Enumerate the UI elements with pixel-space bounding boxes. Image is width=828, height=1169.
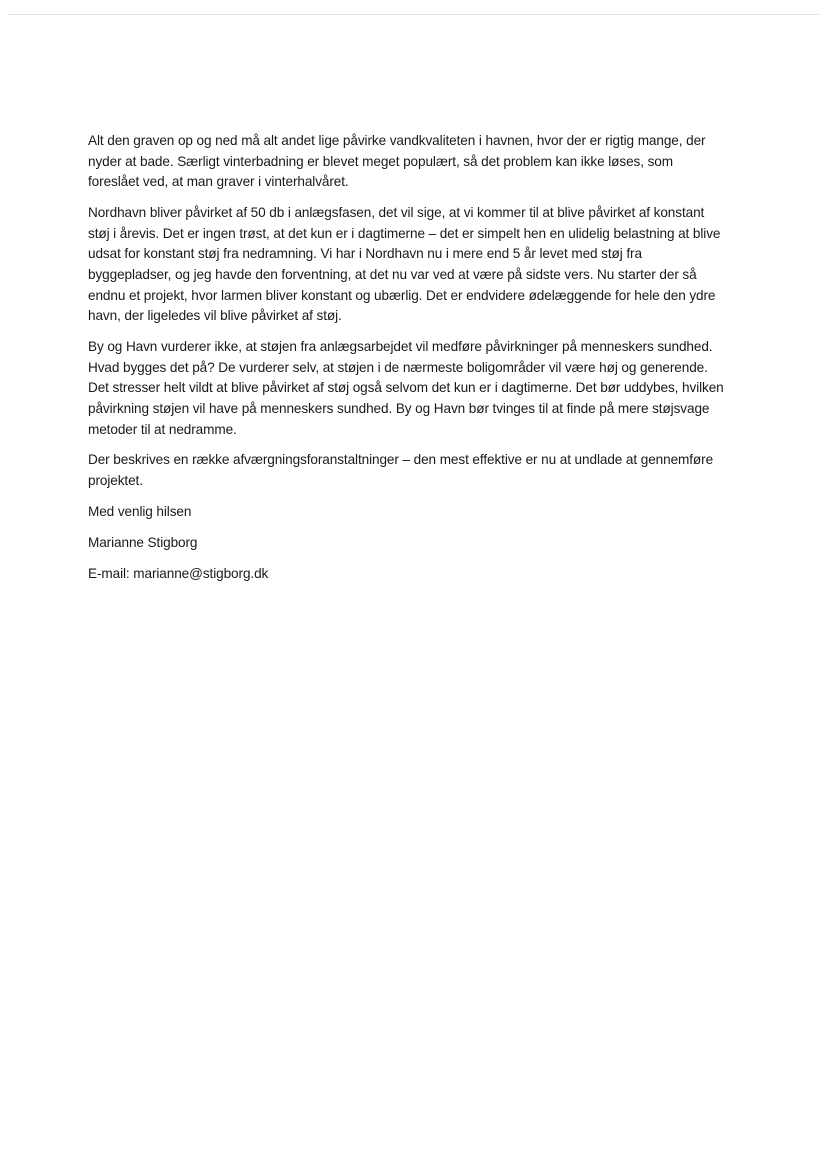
email-line: E-mail: marianne@stigborg.dk bbox=[88, 566, 269, 582]
paragraph-noise-nordhavn: Nordhavn bliver påvirket af 50 db i anlægsfasen, det vil sige, at vi kommer til at blive påvirket af konstant støj i årevis. Det er ingen trøst, at det kun er i dagtimerne – det er simpelt hen en ulidelig belastning at blive udsat for konstant støj fra nedramning. Vi har i Nordhavn nu i mere end 5 år levet med støj fra byggepladser, og jeg havde den forventning, at det nu var ved at være på sidste vers. Nu starter der så endnu et projekt, hvor larmen bliver konstant og ubærlig. Det er endvidere ødelæggende for hele den ydre havn, der ligeledes vil blive påvirket af støj. bbox=[88, 205, 721, 324]
paragraph-health-impact: By og Havn vurderer ikke, at støjen fra anlægsarbejdet vil medføre påvirkninger på menneskers sundhed. Hvad bygges det på? De vurderer selv, at støjen i de nærmeste boligområder vil være høj og generende. Det stresser helt vildt at blive påvirket af støj også selvom det kun er i dagtimerne. Det bør uddybes, hvilken påvirkning støjen vil have på menneskers sundhed. By og Havn bør tvinges til at finde på mere støjsvage metoder til at nedramme. bbox=[88, 339, 724, 437]
signature-name: Marianne Stigborg bbox=[88, 535, 198, 551]
letter-body bbox=[88, 131, 758, 595]
paragraph-water-quality: Alt den graven op og ned må alt andet lige påvirke vandkvaliteten i havnen, hvor der er rigtig mange, der nyder at bade. Særligt vinterbadning er blevet meget populært, så det problem kan ikke løses, som foreslået ved, at man graver i vinterhalvåret. bbox=[88, 133, 706, 190]
closing-greeting: Med venlig hilsen bbox=[88, 504, 192, 520]
scan-edge-line bbox=[8, 14, 820, 15]
paragraph-mitigation: Der beskrives en række afværgningsforanstaltninger – den mest effektive er nu at undlade at gennemføre projektet. bbox=[88, 452, 714, 489]
